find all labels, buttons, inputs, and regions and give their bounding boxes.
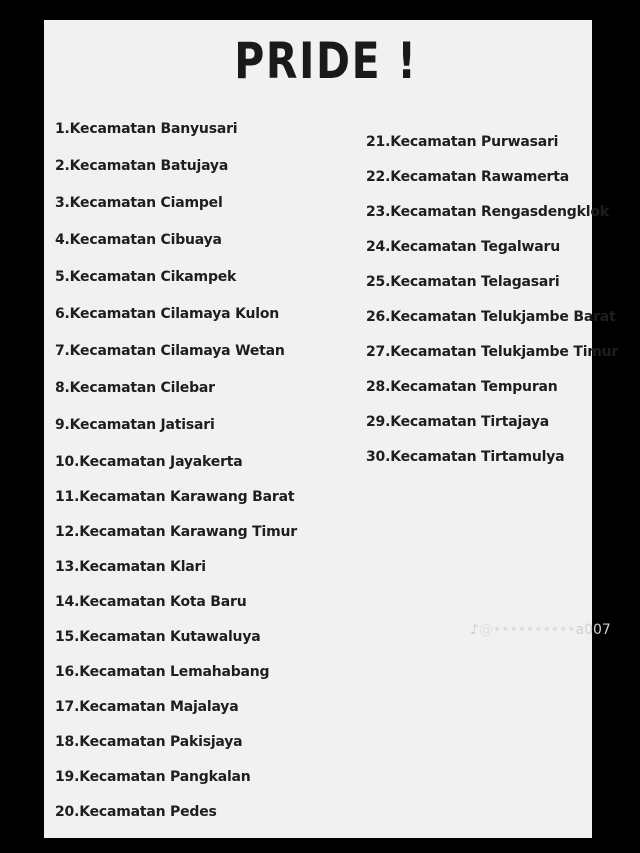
kecamatan-list-right bbox=[366, 131, 618, 481]
list-item: 3.Kecamatan Ciampel bbox=[55, 195, 223, 211]
kecamatan-list-left bbox=[55, 118, 297, 836]
list-item: 7.Kecamatan Cilamaya Wetan bbox=[55, 343, 285, 359]
list-item: 23.Kecamatan Rengasdengklok bbox=[366, 204, 609, 220]
list-item: 14.Kecamatan Kota Baru bbox=[55, 594, 247, 610]
list-item: 17.Kecamatan Majalaya bbox=[55, 699, 239, 715]
watermark-blur: •••••••••• bbox=[492, 622, 576, 638]
list-item: 30.Kecamatan Tirtamulya bbox=[366, 449, 565, 465]
tiktok-watermark bbox=[470, 622, 611, 638]
list-item: 1.Kecamatan Banyusari bbox=[55, 121, 238, 137]
list-item: 22.Kecamatan Rawamerta bbox=[366, 169, 569, 185]
list-item: 20.Kecamatan Pedes bbox=[55, 804, 217, 820]
list-item: 5.Kecamatan Cikampek bbox=[55, 269, 237, 285]
list-item: 28.Kecamatan Tempuran bbox=[366, 379, 558, 395]
tiktok-icon: ♪ bbox=[470, 622, 479, 638]
list-item: 26.Kecamatan Telukjambe Barat bbox=[366, 309, 616, 325]
list-item: 11.Kecamatan Karawang Barat bbox=[55, 489, 295, 505]
page-title: PRIDE ! bbox=[234, 32, 418, 90]
list-item: 4.Kecamatan Cibuaya bbox=[55, 232, 222, 248]
list-item: 27.Kecamatan Telukjambe Timur bbox=[366, 344, 619, 360]
list-item: 15.Kecamatan Kutawaluya bbox=[55, 629, 261, 645]
list-item: 25.Kecamatan Telagasari bbox=[366, 274, 560, 290]
list-item: 19.Kecamatan Pangkalan bbox=[55, 769, 251, 785]
list-item: 10.Kecamatan Jayakerta bbox=[55, 454, 243, 470]
list-item: 29.Kecamatan Tirtajaya bbox=[366, 414, 550, 430]
watermark-obscured-text: @ bbox=[478, 622, 493, 638]
list-item: 12.Kecamatan Karawang Timur bbox=[55, 524, 297, 540]
list-item: 9.Kecamatan Jatisari bbox=[55, 417, 215, 433]
list-item: 24.Kecamatan Tegalwaru bbox=[366, 239, 560, 255]
list-item: 16.Kecamatan Lemahabang bbox=[55, 664, 270, 680]
list-item: 6.Kecamatan Cilamaya Kulon bbox=[55, 306, 280, 322]
watermark-text: a007 bbox=[575, 622, 611, 638]
list-item: 13.Kecamatan Klari bbox=[55, 559, 206, 575]
list-item: 8.Kecamatan Cilebar bbox=[55, 380, 215, 396]
list-item: 21.Kecamatan Purwasari bbox=[366, 134, 559, 150]
list-item: 2.Kecamatan Batujaya bbox=[55, 158, 229, 174]
list-item: 18.Kecamatan Pakisjaya bbox=[55, 734, 243, 750]
